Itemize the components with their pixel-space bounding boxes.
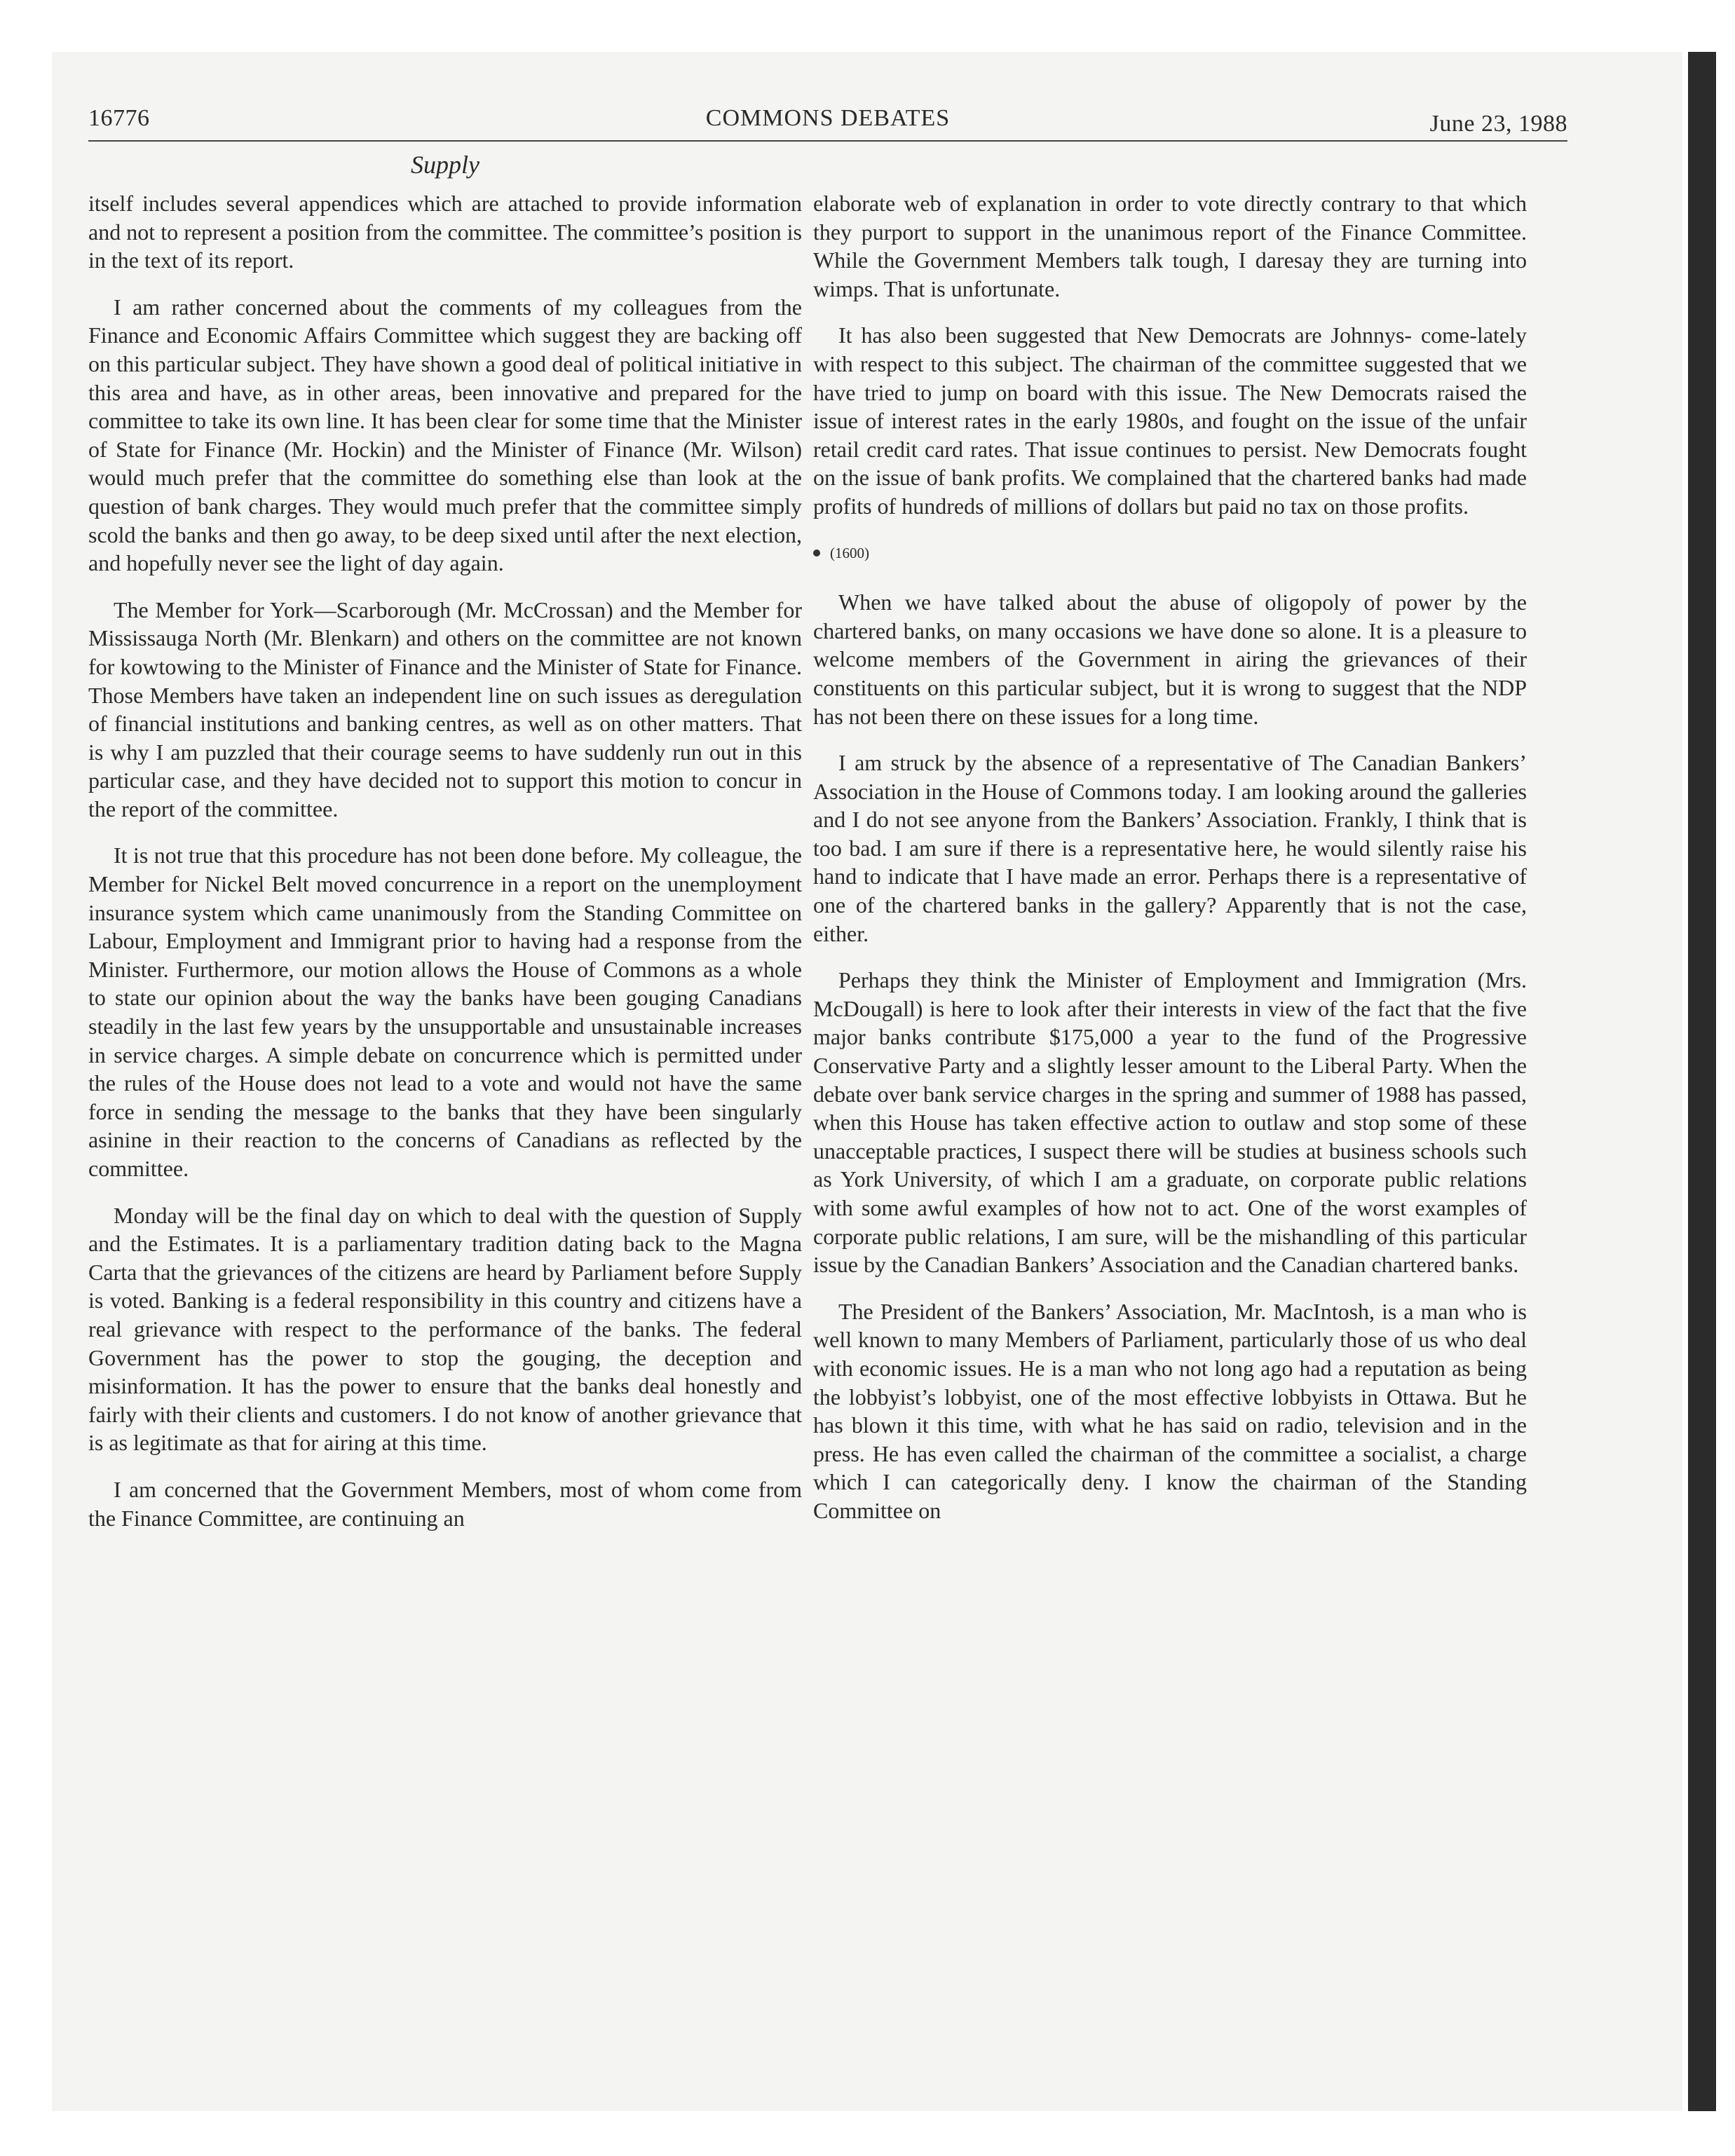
header-rule bbox=[88, 140, 1567, 142]
paragraph: The President of the Bankers’ Association, Mr. MacIntosh, is a man who is well known to many Members of Parliament, particularly those of us who deal with economic issues. He is a man who not long ago had a reputation as being the lobbyist’s lobbyist, one of the most effective lobbyists in Ottawa. But he has blown it this time, with what he has said on radio, television and in the press. He has even called the chairman of the committee a socialist, a charge which I can categorically deny. I know the chairman of the Standing Committee on bbox=[813, 1298, 1527, 1523]
publication-date: June 23, 1988 bbox=[1429, 111, 1567, 137]
paragraph: When we have talked about the abuse of oligopoly of power by the chartered banks, on many occasions we have done so alone. It is a pleasure to welcome members of the Government in airing the grievances of their constituents on this particular subject, but it is wrong to suggest that the NDP has not been there on these issues for a long time. bbox=[813, 589, 1527, 729]
paragraph: itself includes several appendices which are attached to provide information and not to represent a position from the committee. The committee’s position is in the text of its report. bbox=[88, 191, 802, 273]
scan-edge-bar bbox=[1688, 52, 1716, 2111]
bullet-dot-icon bbox=[813, 550, 820, 557]
left-column bbox=[88, 189, 802, 1550]
paragraph: It is not true that this procedure has not been done before. My colleague, the Member for Nickel Belt moved concurrence in a report on the unemployment insurance system which came unanimously from the Standing Committee on Labour, Employment and Immigrant prior to having had a response from the Minister. Furthermore, our motion allows the House of Commons as a whole to state our opinion about the way the banks have been gouging Canadians steadily in the last few years by the unsupportable and unsustainable increases in service charges. A simple debate on concurrence which is permitted under the rules of the House does not lead to a vote and would not have the same force in sending the message to the banks that they have been singularly asinine in their reaction to the concerns of Canadians as reflected by the committee. bbox=[88, 842, 802, 1181]
time-marker-text: (1600) bbox=[830, 544, 869, 561]
right-column bbox=[813, 189, 1527, 1543]
page-number: 16776 bbox=[88, 105, 150, 131]
paragraph: elaborate web of explanation in order to vote directly contrary to that which they purport to support in the unanimous report of the Finance Committee. While the Government Members talk tough, I daresay they are turning into wimps. That is unfortunate. bbox=[813, 191, 1527, 301]
paragraph: It has also been suggested that New Democrats are Johnnys- come-lately with respect to this subject. The chairman of the committee suggested that we have tried to jump on board with this issue. The New Democrats raised the issue of interest rates in the early 1980s, and fought on the issue of the unfair retail credit card rates. That issue continues to persist. New Democrats fought on the issue of bank profits. We complained that the chartered banks had made profits of hundreds of millions of dollars but paid no tax on those profits. bbox=[813, 322, 1527, 519]
time-marker bbox=[813, 539, 1527, 568]
paragraph: Monday will be the final day on which to deal with the question of Supply and the Estimates. It is a parliamentary tradition dating back to the Magna Carta that the grievances of the citizens are heard by Parliament before Supply is voted. Banking is a federal responsibility in this country and citizens have a real grievance with respect to the performance of the banks. The federal Government has the power to stop the gouging, the deception and misinformation. It has the power to ensure that the banks deal honestly and fairly with their clients and customers. I do not know of another grievance that is as legitimate as that for airing at this time. bbox=[88, 1202, 802, 1456]
publication-title: COMMONS DEBATES bbox=[705, 105, 951, 131]
page-header bbox=[88, 102, 1567, 137]
paragraph: Perhaps they think the Minister of Employment and Immigration (Mrs. McDougall) is here to look after their interests in view of the fact that the five major banks contribute $175,000 a year to the fund of the Progressive Conservative Party and a slightly lesser amount to the Liberal Party. When the debate over bank service charges in the spring and summer of 1988 has passed, when this House has taken effective action to outlaw and stop some of these unacceptable practices, I suspect there will be studies at business schools such as York University, of which I am a graduate, on corporate public relations with some awful examples of how not to act. One of the worst examples of corporate public relations, I am sure, will be the mishandling of this particular issue by the Canadian Bankers’ Association and the Canadian chartered banks. bbox=[813, 967, 1527, 1278]
paragraph: I am rather concerned about the comments of my colleagues from the Finance and Economic Affairs Committee which suggest they are backing off on this particular subject. They have shown a good deal of political initiative in this area and have, as in other areas, been innovative and prepared for the committee to take its own line. It has been clear for some time that the Minister of State for Finance (Mr. Hockin) and the Minister of Finance (Mr. Wilson) would much prefer that the committee do something else than look at the question of bank charges. They would much prefer that the committee simply scold the banks and then go away, to be deep sixed until after the next election, and hopefully never see the light of day again. bbox=[88, 294, 802, 576]
paragraph: I am concerned that the Government Members, most of whom come from the Finance Committee, are continuing an bbox=[88, 1476, 802, 1531]
section-title: Supply bbox=[411, 151, 479, 179]
paragraph: The Member for York—Scarborough (Mr. McCrossan) and the Member for Mississauga North (Mr. Blenkarn) and others on the committee are not known for kowtowing to the Minister of Finance and the Minister of State for Finance. Those Members have taken an independent line on such issues as deregulation of financial institutions and banking centres, as well as on other matters. That is why I am puzzled that their courage seems to have suddenly run out in this particular case, and they have decided not to support this motion to concur in the report of the committee. bbox=[88, 596, 802, 821]
paragraph: I am struck by the absence of a representative of The Canadian Bankers’ Association in the House of Commons today. I am looking around the galleries and I do not see anyone from the Bankers’ Association. Frankly, I think that is too bad. I am sure if there is a representative here, he would silently raise his hand to indicate that I have made an error. Perhaps there is a representative of one of the chartered banks in the gallery? Apparently that is not the case, either. bbox=[813, 750, 1527, 946]
